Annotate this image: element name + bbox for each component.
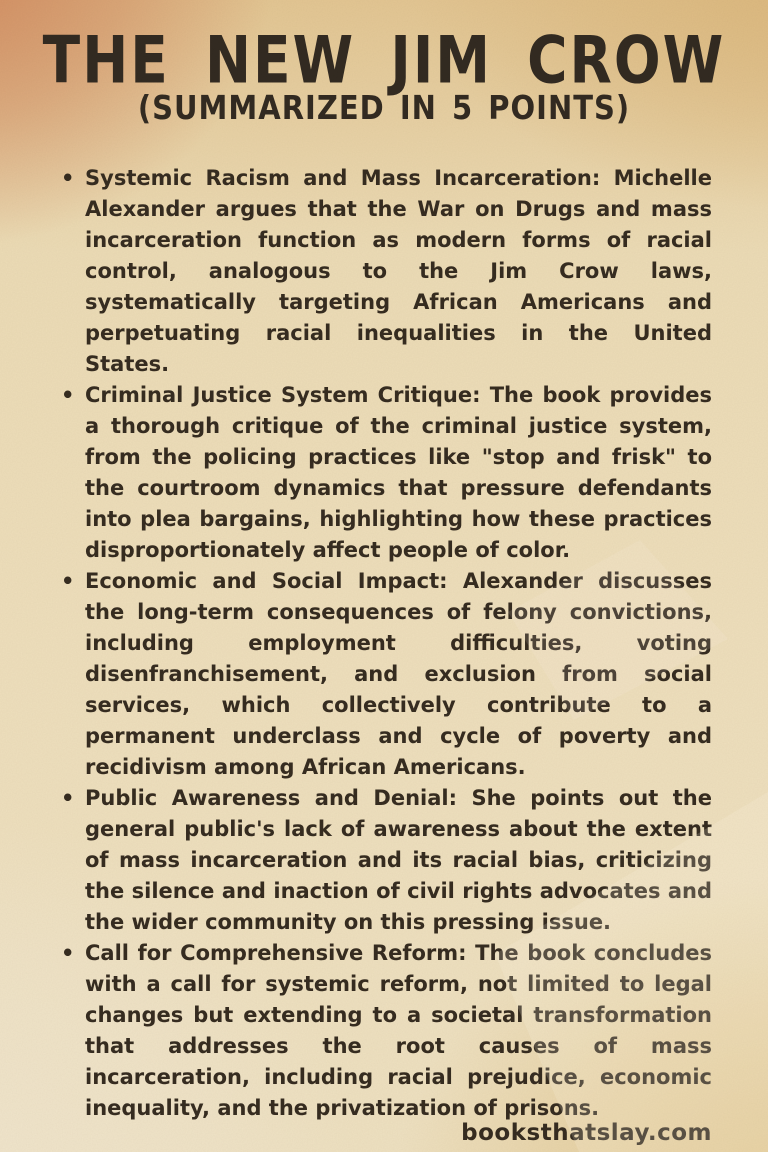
summary-section xyxy=(0,163,768,1124)
poster-header xyxy=(0,0,768,127)
summary-bullet: • Call for Comprehensive Reform: The book concludes with a call for systemic reform, not limited to legal changes but extending to a societal transformation that addresses the root causes of mass incarceration, including racial prejudice, economic inequality, and the privatization of prisons. xyxy=(85,938,712,1124)
summary-bullet: • Systemic Racism and Mass Incarceration: Michelle Alexander argues that the War on Drugs and mass incarceration function as modern forms of racial control, analogous to the Jim Crow laws, systematically targeting African Americans and perpetuating racial inequalities in the United States. xyxy=(85,163,712,380)
summary-bullet: • Criminal Justice System Critique: The book provides a thorough critique of the criminal justice system, from the policing practices like "stop and frisk" to the courtroom dynamics that pressure defendants into plea bargains, highlighting how these practices disproportionately affect people of color. xyxy=(85,380,712,566)
summary-bullet: • Economic and Social Impact: Alexander discusses the long-term consequences of felony convictions, including employment difficulties, voting disenfranchisement, and exclusion from social services, which collectively contribute to a permanent underclass and cycle of poverty and recidivism among African Americans. xyxy=(85,566,712,783)
summary-list xyxy=(56,163,712,1124)
summary-bullet: • Public Awareness and Denial: She points out the general public's lack of awareness about the extent of mass incarceration and its racial bias, criticizing the silence and inaction of civil rights advocates and the wider community on this pressing issue. xyxy=(85,783,712,938)
page-title: THE NEW JIM CROW xyxy=(42,22,726,98)
page-subtitle: (SUMMARIZED IN 5 POINTS) xyxy=(137,88,631,127)
site-credit: booksthatslay.com xyxy=(461,1120,712,1146)
